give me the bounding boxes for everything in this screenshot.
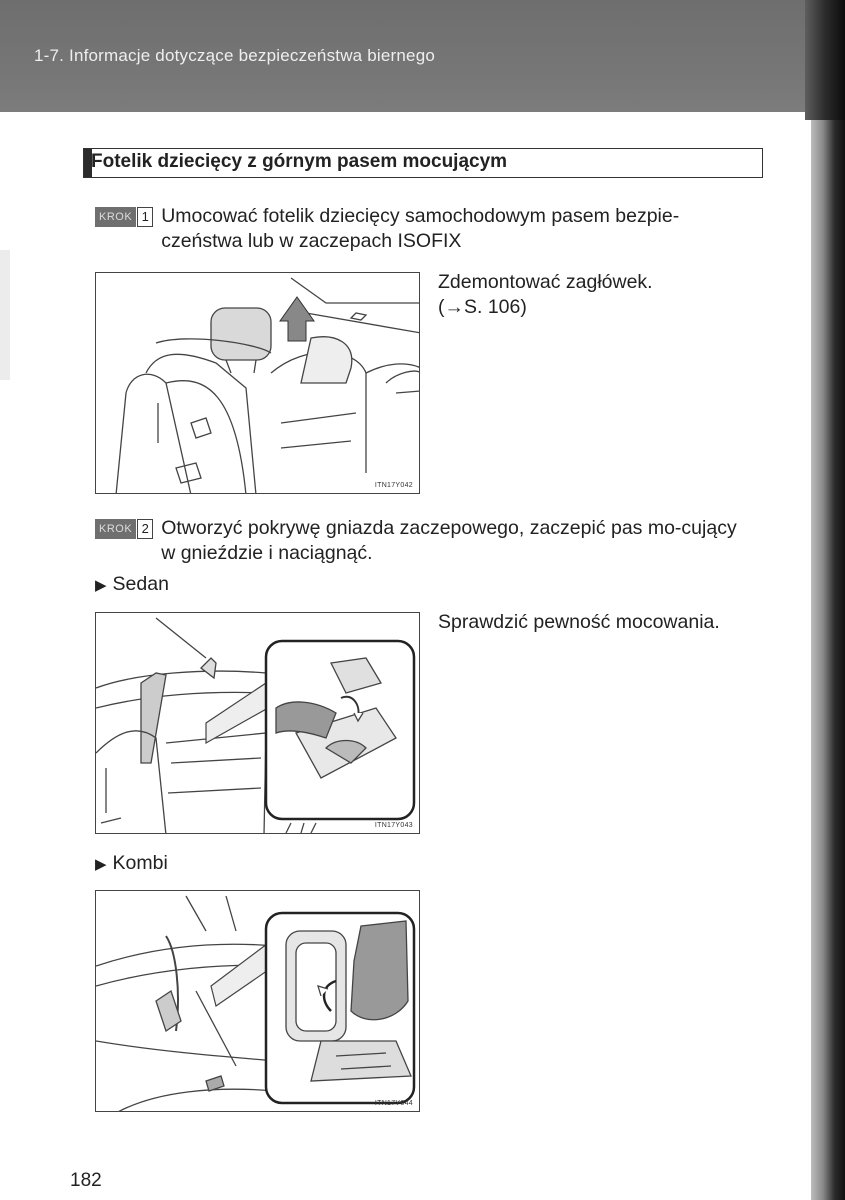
figure-sedan-anchor xyxy=(95,612,420,834)
bullet-label: Sedan xyxy=(112,573,169,595)
step-1 xyxy=(95,204,751,254)
figure-headrest-removal xyxy=(95,272,420,494)
step-badge xyxy=(95,519,153,539)
kombi-anchor-illustration xyxy=(96,891,420,1112)
page-edge-shadow xyxy=(811,0,845,1200)
figure-code: ITN17Y044 xyxy=(374,1100,413,1107)
figure-2-caption: Sprawdzić pewność mocowania. xyxy=(438,611,720,633)
bullet-kombi xyxy=(95,852,168,875)
step-label: KROK xyxy=(95,207,136,227)
figure-1-caption xyxy=(438,270,653,320)
step-instruction: Otworzyć pokrywę gniazda zaczepowego, zaczepić pas mo-cujący w gnieździe i naciągnąć. xyxy=(161,517,737,564)
figure-code: ITN17Y042 xyxy=(374,482,413,489)
page-tab-marker xyxy=(0,250,10,380)
step-2 xyxy=(95,516,751,566)
triangle-bullet-icon: ▶ xyxy=(95,577,107,594)
section-heading xyxy=(83,148,763,178)
headrest-illustration xyxy=(96,273,420,494)
step-number: 1 xyxy=(137,207,153,227)
step-badge xyxy=(95,207,153,227)
page-number: 182 xyxy=(70,1170,102,1191)
step-label: KROK xyxy=(95,519,136,539)
section-title-text: Fotelik dziecięcy z górnym pasem mocującym xyxy=(91,151,508,172)
figure-code: ITN17Y043 xyxy=(374,822,413,829)
step-instruction: Umocować fotelik dziecięcy samochodowym pasem bezpie-czeństwa lub w zaczepach ISOFIX xyxy=(161,205,680,252)
sedan-anchor-illustration xyxy=(96,613,420,834)
figure-kombi-anchor xyxy=(95,890,420,1112)
step-number: 2 xyxy=(137,519,153,539)
triangle-bullet-icon: ▶ xyxy=(95,856,107,873)
chapter-title: 1-7. Informacje dotyczące bezpieczeństwa biernego xyxy=(34,46,436,65)
bullet-sedan xyxy=(95,573,169,596)
chapter-header xyxy=(0,0,845,112)
bullet-label: Kombi xyxy=(112,852,168,874)
page-edge-shadow-top xyxy=(805,0,845,120)
caption-reference: (→S. 106) xyxy=(438,296,527,318)
caption-line: Zdemontować zagłówek. xyxy=(438,271,653,293)
